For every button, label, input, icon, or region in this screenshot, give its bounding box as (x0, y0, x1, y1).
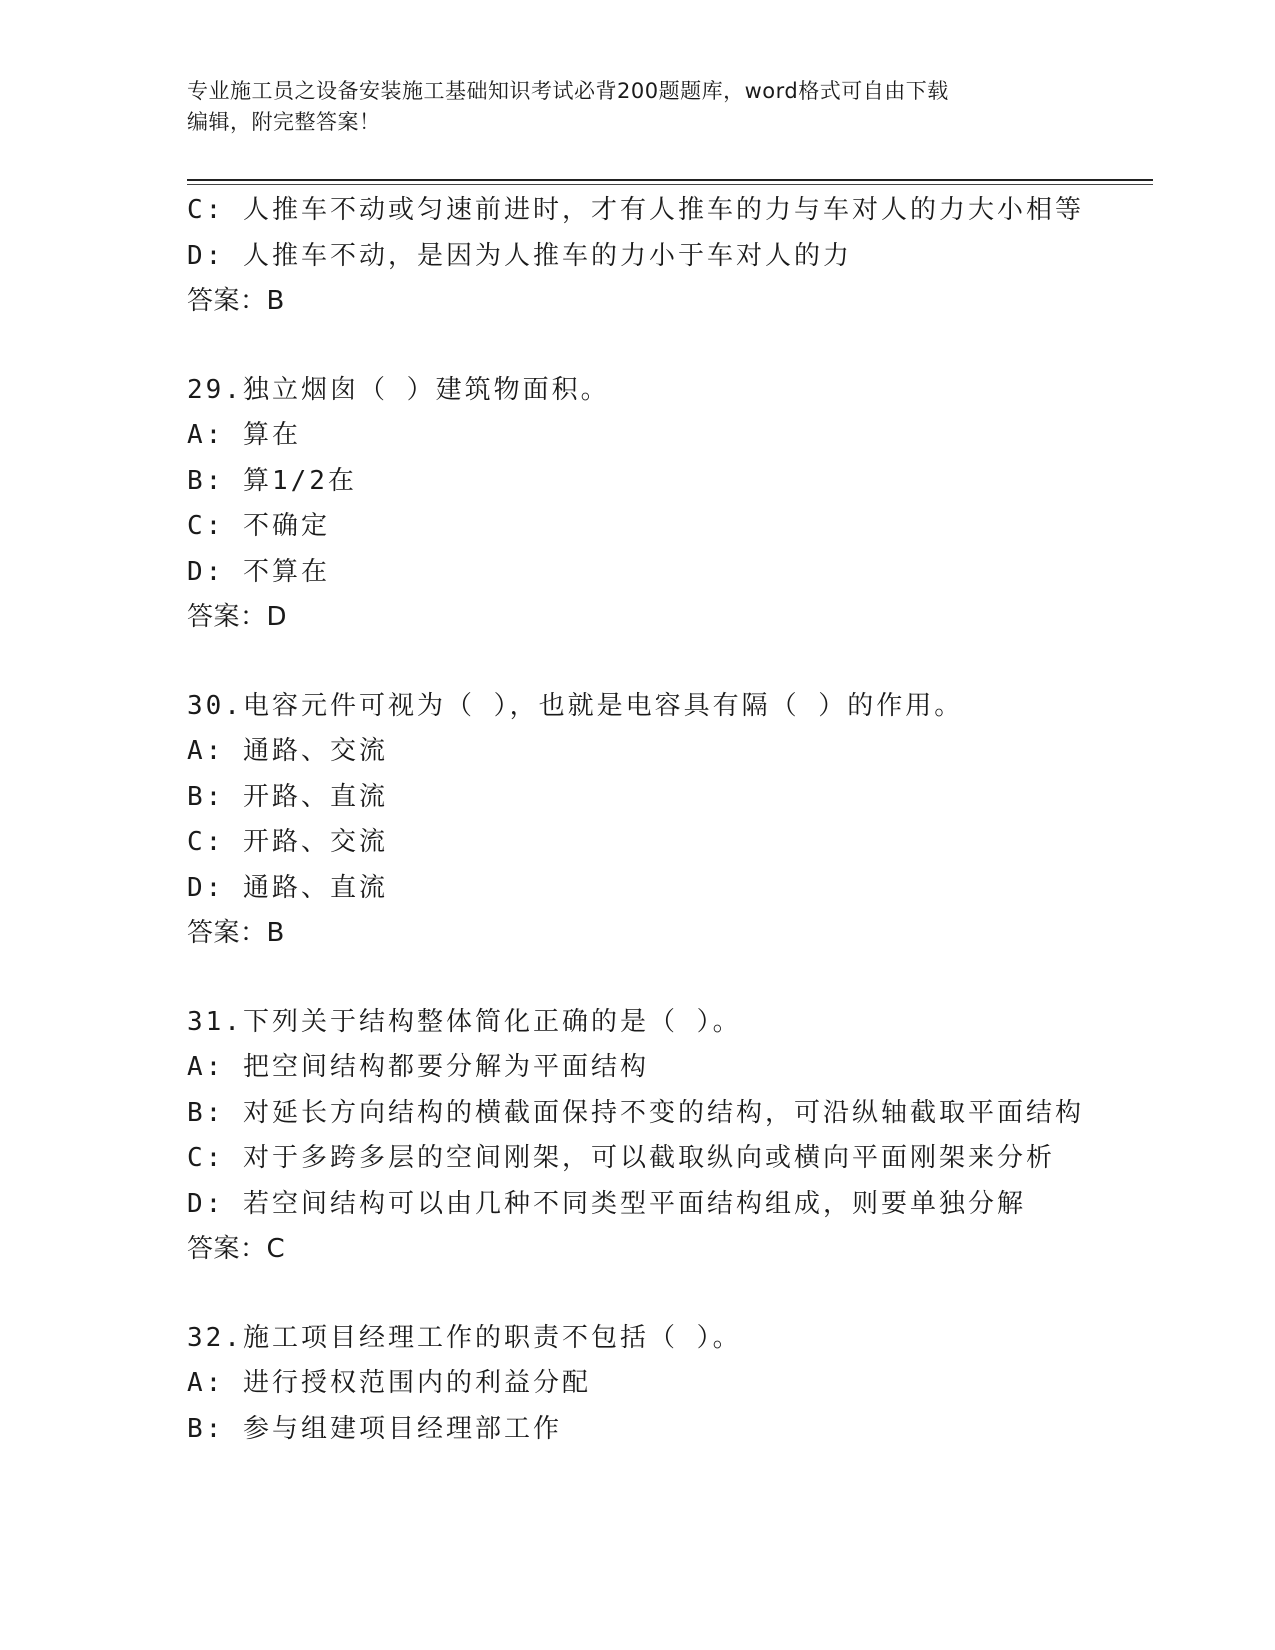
option-b: B: 参与组建项目经理部工作 (187, 1413, 562, 1444)
answer-line: 答案：D (187, 602, 288, 632)
answer-line: 答案：B (187, 286, 285, 316)
answer-line: 答案：B (187, 918, 285, 948)
option-c: C: 不确定 (187, 511, 330, 541)
question-stem: 30.电容元件可视为（ ），也就是电容具有隔（ ）的作用。 (187, 690, 964, 721)
option-c: C: 对于多跨多层的空间刚架，可以截取纵向或横向平面刚架来分析 (187, 1143, 1055, 1173)
question-stem: 31.下列关于结构整体简化正确的是（ ）。 (187, 1006, 742, 1037)
question-block-32 (187, 1316, 1153, 1453)
question-stem: 32.施工项目经理工作的职责不包括（ ）。 (187, 1322, 742, 1353)
question-block-prev (187, 188, 1153, 325)
answer-line: 答案：C (187, 1234, 286, 1264)
header-title-line-2: 编辑，附完整答案！ (187, 110, 381, 134)
option-a: A: 把空间结构都要分解为平面结构 (187, 1052, 649, 1082)
option-c: C: 人推车不动或匀速前进时，才有人推车的力与车对人的力大小相等 (187, 195, 1084, 225)
question-list (187, 188, 1153, 1452)
question-block-29 (187, 368, 1153, 641)
question-block-30 (187, 684, 1153, 957)
header-title-line: 专业施工员之设备安装施工基础知识考试必背200题题库，word格式可自由下载 (187, 79, 949, 103)
option-b: B: 算1/2在 (187, 465, 357, 496)
header-divider (187, 179, 1153, 181)
option-d: D: 不算在 (187, 556, 330, 587)
question-block-31 (187, 1000, 1153, 1273)
option-a: A: 算在 (187, 420, 301, 450)
question-stem: 29.独立烟囱（ ）建筑物面积。 (187, 374, 610, 405)
header-divider-thin (187, 184, 1153, 185)
option-c: C: 开路、交流 (187, 827, 388, 857)
option-a: A: 进行授权范围内的利益分配 (187, 1368, 591, 1398)
option-b: B: 开路、直流 (187, 781, 388, 812)
document-header (187, 76, 1067, 138)
option-d: D: 人推车不动，是因为人推车的力小于车对人的力 (187, 240, 852, 271)
option-d: D: 通路、直流 (187, 872, 388, 903)
option-b: B: 对延长方向结构的横截面保持不变的结构，可沿纵轴截取平面结构 (187, 1097, 1084, 1128)
option-a: A: 通路、交流 (187, 736, 388, 766)
option-d: D: 若空间结构可以由几种不同类型平面结构组成，则要单独分解 (187, 1188, 1026, 1219)
